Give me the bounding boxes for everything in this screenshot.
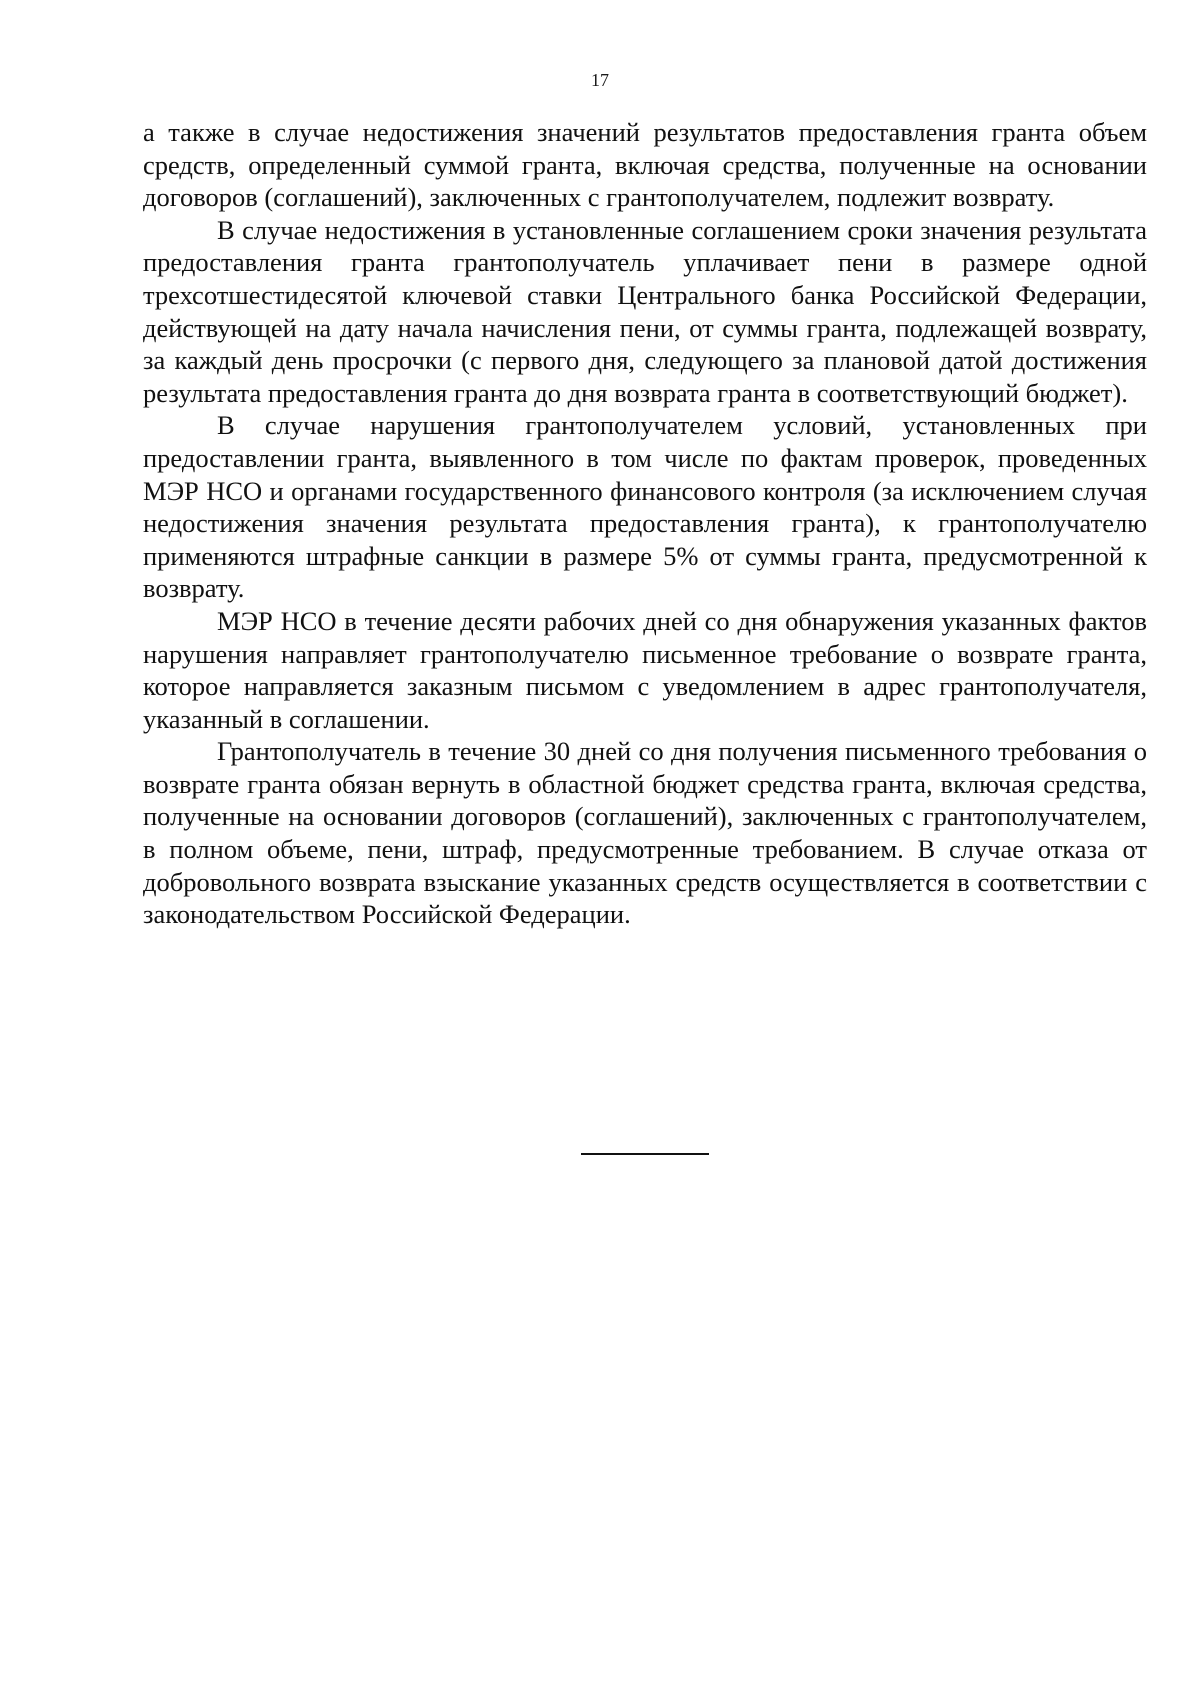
page-number: 17 (591, 70, 609, 90)
paragraph-refund-obligation: Грантополучатель в течение 30 дней со дня получения письменного требования о возврате гранта обязан вернуть в областной бюджет средства гранта, включая средства, полученные на основании договоров (соглашений), заключенных с грантополучателем, в полном объеме, пени, штраф, предусмотренные требованием. В случае отказа от добровольного возврата взыскание указанных средств осуществляется в соответствии с законодательством Российской Федерации. (143, 736, 1147, 930)
paragraph-refund-request: МЭР НСО в течение десяти рабочих дней со дня обнаружения указанных фактов нарушения направляет грантополучателю письменное требование о возврате гранта, которое направляется заказным письмом с уведомлением в адрес грантополучателя, указанный в соглашении. (143, 605, 1147, 734)
document-end-divider (581, 1153, 709, 1155)
document-body (143, 116, 1147, 931)
paragraph-penalty-interest: В случае недостижения в установленные соглашением сроки значения результата предоставления гранта грантополучатель уплачивает пени в размере одной трехсотшестидесятой ключевой ставки Центрального банка Российской Федерации, действующей на дату начала начисления пени, от суммы гранта, подлежащей возврату, за каждый день просрочки (с первого дня, следующего за плановой датой достижения результата предоставления гранта до дня возврата гранта в соответствующий бюджет). (143, 214, 1147, 408)
paragraph-continuation: а также в случае недостижения значений результатов предоставления гранта объем средств, определенный суммой гранта, включая средства, полученные на основании договоров (соглашений), заключенных с грантополучателем, подлежит возврату. (143, 117, 1147, 213)
paragraph-fine-sanctions: В случае нарушения грантополучателем условий, установленных при предоставлении гранта, выявленного в том числе по фактам проверок, проведенных МЭР НСО и органами государственного финансового контроля (за исключением случая недостижения значения результата предоставления гранта), к грантополучателю применяются штрафные санкции в размере 5% от суммы гранта, предусмотренной к возврату. (143, 410, 1147, 604)
